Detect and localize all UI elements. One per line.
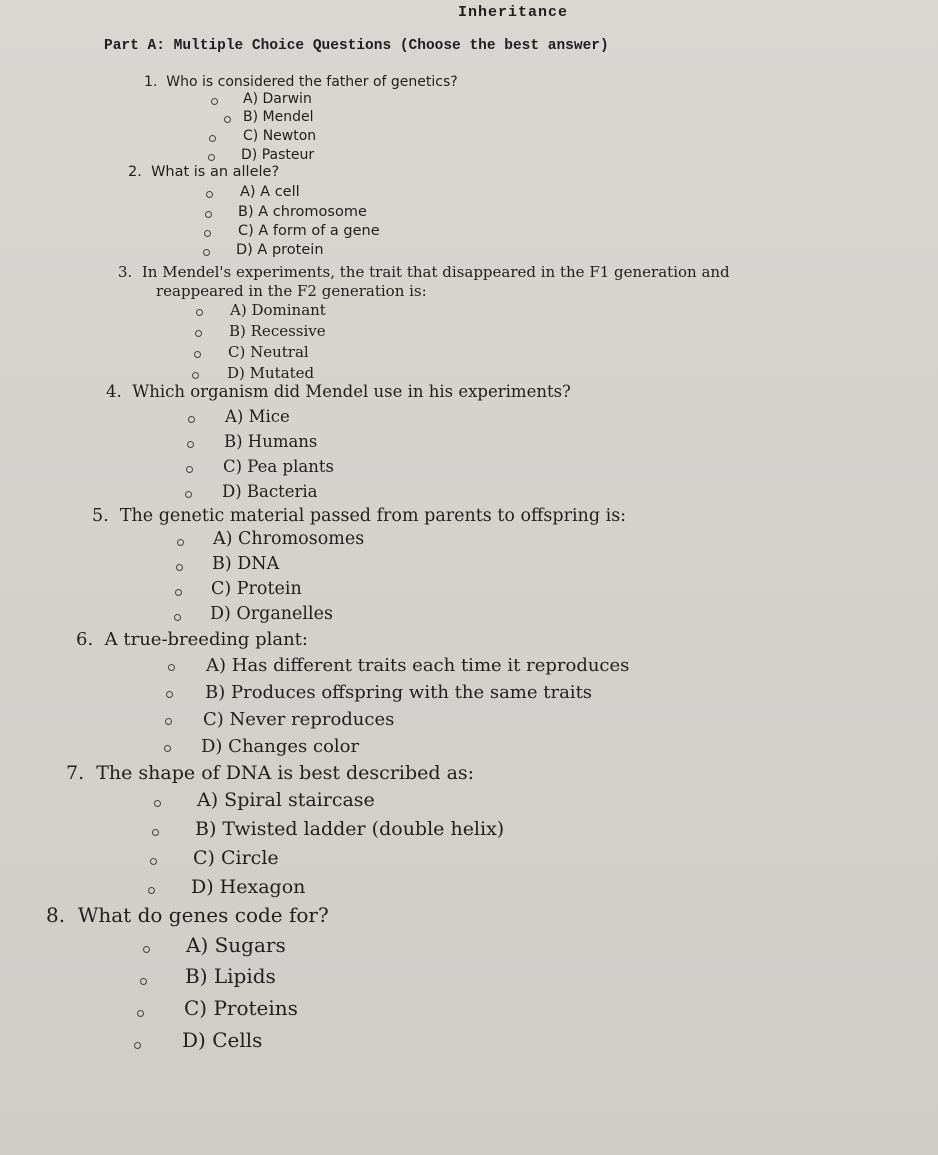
option-d: D) Cells [182,1028,263,1052]
question-text: Who is considered the father of genetics? [166,74,458,90]
question-1-text [144,74,458,90]
radio-button[interactable] [206,191,213,198]
question-6-text [76,629,308,650]
radio-button[interactable] [134,1042,141,1049]
option-c: C) Never reproduces [203,709,395,730]
option-b: B) Produces offspring with the same traits [205,682,593,703]
option-b: B) Lipids [185,964,276,988]
radio-button[interactable] [176,564,183,571]
radio-button[interactable] [150,858,157,865]
document-title: Inheritance [458,4,569,21]
radio-button[interactable] [203,249,210,256]
option-a: A) A cell [240,184,300,200]
section-subtitle: Part A: Multiple Choice Questions (Choose the best answer) [104,38,609,54]
radio-button[interactable] [143,946,150,953]
radio-button[interactable] [152,829,159,836]
radio-button[interactable] [209,135,216,142]
question-4-text [106,382,571,401]
option-a: A) Has different traits each time it reproduces [206,655,630,676]
question-number: 5. [92,506,109,526]
option-b: B) Humans [224,432,318,451]
option-d: D) Changes color [201,736,360,757]
question-text: The genetic material passed from parents to offspring is: [119,506,627,526]
radio-button[interactable] [205,211,212,218]
option-b: B) Twisted ladder (double helix) [195,818,505,840]
option-c: C) Proteins [184,996,298,1020]
question-text: What is an allele? [151,164,280,180]
radio-button[interactable] [177,539,184,546]
radio-button[interactable] [154,800,161,807]
option-b: B) DNA [212,554,280,574]
option-d: D) Bacteria [222,482,318,501]
option-c: C) Newton [243,128,317,144]
option-c: C) Circle [193,847,279,869]
radio-button[interactable] [185,491,192,498]
option-a: A) Mice [225,407,290,426]
question-3-text [118,263,730,281]
question-7-text [66,762,474,784]
radio-button[interactable] [211,98,218,105]
option-d: D) Organelles [210,604,333,624]
option-d: D) Hexagon [191,876,306,898]
radio-button[interactable] [195,330,202,337]
radio-button[interactable] [208,154,215,161]
option-a: A) Chromosomes [213,529,365,549]
radio-button[interactable] [204,230,211,237]
radio-button[interactable] [137,1010,144,1017]
option-b: B) Recessive [229,322,326,340]
radio-button[interactable] [164,745,171,752]
option-c: C) Pea plants [223,457,334,476]
radio-button[interactable] [140,978,147,985]
option-b: B) Mendel [243,109,314,125]
radio-button[interactable] [166,691,173,698]
option-d: D) Mutated [227,364,315,382]
option-d: D) Pasteur [241,147,315,163]
option-d: D) A protein [236,242,324,258]
question-number: 6. [76,629,94,650]
radio-button[interactable] [188,416,195,423]
question-5-text [92,506,626,526]
option-c: C) Neutral [228,343,309,361]
question-3-text-continued: reappeared in the F2 generation is: [156,282,427,300]
question-2-text [128,164,279,180]
question-8-text [46,903,329,927]
radio-button[interactable] [196,309,203,316]
question-text: In Mendel's experiments, the trait that disappeared in the F1 generation and [141,263,730,281]
option-c: C) Protein [211,579,302,599]
radio-button[interactable] [148,887,155,894]
radio-button[interactable] [192,372,199,379]
radio-button[interactable] [165,718,172,725]
radio-button[interactable] [187,441,194,448]
question-text: Which organism did Mendel use in his experiments? [132,382,571,401]
radio-button[interactable] [174,614,181,621]
question-text: A true-breeding plant: [104,629,308,650]
option-a: A) Sugars [186,933,286,957]
option-a: A) Spiral staircase [197,789,375,811]
radio-button[interactable] [186,466,193,473]
option-c: C) A form of a gene [238,223,380,239]
question-number: 8. [46,903,66,927]
option-a: A) Darwin [243,91,312,107]
radio-button[interactable] [224,116,231,123]
question-number: 4. [106,382,122,401]
question-number: 7. [66,762,85,784]
radio-button[interactable] [168,664,175,671]
radio-button[interactable] [175,589,182,596]
option-b: B) A chromosome [238,204,367,220]
question-number: 1. [144,74,158,90]
question-text: What do genes code for? [77,903,329,927]
radio-button[interactable] [194,351,201,358]
question-text: The shape of DNA is best described as: [96,762,475,784]
question-number: 3. [118,263,133,281]
option-a: A) Dominant [230,301,326,319]
question-number: 2. [128,164,142,180]
